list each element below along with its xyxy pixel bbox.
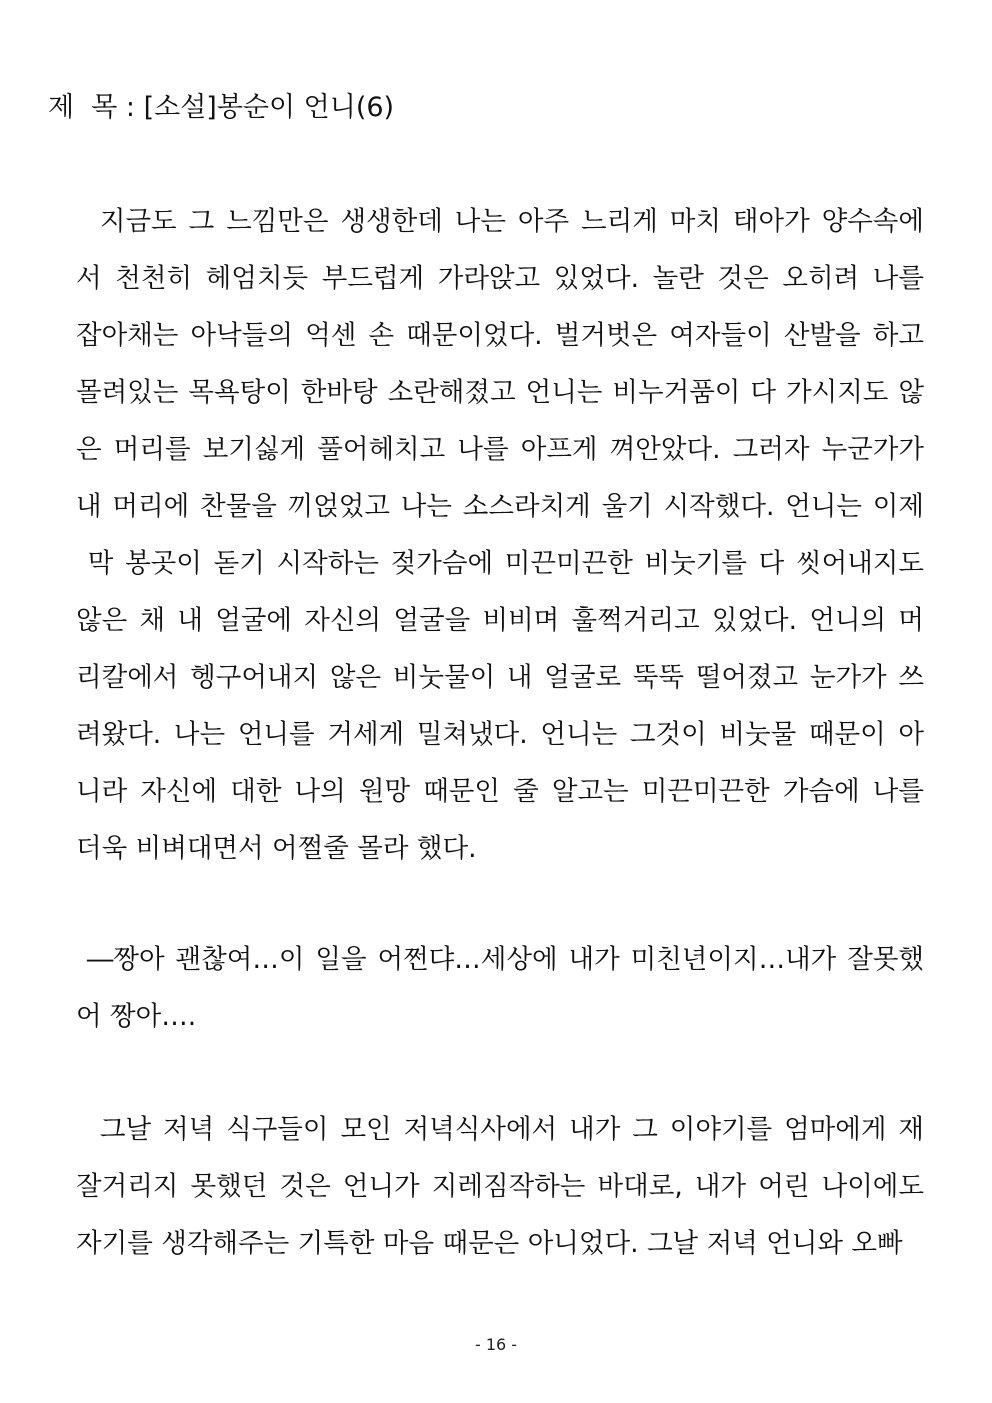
text-line: 그날 저녁 식구들이 모인 저녁식사에서 내가 그 이야기를 엄마에게 재 (76, 1114, 924, 1145)
text-line: 몰려있는 목욕탕이 한바탕 소란해졌고 언니는 비누거품이 다 가시지도 않 (76, 377, 924, 408)
text-line: 니라 자신에 대한 나의 원망 때문인 줄 알고는 미끈미끈한 가슴에 나를 (76, 776, 924, 807)
text-line: 지금도 그 느낌만은 생생한데 나는 아주 느리게 마치 태아가 양수속에 (76, 206, 924, 237)
text-line: 은 머리를 보기싫게 풀어헤치고 나를 아프게 껴안았다. 그러자 누군가가 (76, 434, 924, 465)
text-line: 서 천천히 헤엄치듯 부드럽게 가라앉고 있었다. 놀란 것은 오히려 나를 (76, 263, 924, 294)
text-line: 리칼에서 헹구어내지 않은 비눗물이 내 얼굴로 뚝뚝 떨어졌고 눈가가 쓰 (76, 662, 924, 693)
text-line: 막 봉곳이 돋기 시작하는 젖가슴에 미끈미끈한 비눗기를 다 씻어내지도 (76, 548, 924, 579)
text-line: 않은 채 내 얼굴에 자신의 얼굴을 비비며 훌쩍거리고 있었다. 언니의 머 (76, 605, 924, 636)
text-line: 잡아채는 아낙들의 억센 손 때문이었다. 벌거벗은 여자들이 산발을 하고 (76, 320, 924, 351)
document-title: 제 목 : [소설]봉순이 언니(6) (48, 92, 395, 123)
paragraph-1 (76, 193, 924, 877)
paragraph-2 (76, 931, 924, 1045)
text-line: 자기를 생각해주는 기특한 마음 때문은 아니었다. 그날 저녁 언니와 오빠 (76, 1228, 903, 1259)
text-line: 어 짱아…. (76, 1001, 197, 1032)
text-line: ―짱아 괜찮여…이 일을 어쩐댜…세상에 내가 미친년이지…내가 잘못했 (76, 944, 924, 975)
page-number: - 16 - (474, 1335, 518, 1354)
text-line: 려왔다. 나는 언니를 거세게 밀쳐냈다. 언니는 그것이 비눗물 때문이 아 (76, 719, 924, 750)
text-line: 잘거리지 못했던 것은 언니가 지레짐작하는 바대로, 내가 어린 나이에도 (76, 1171, 924, 1202)
paragraph-3 (76, 1101, 924, 1272)
text-line: 더욱 비벼대면서 어쩔줄 몰라 했다. (76, 833, 477, 864)
text-line: 내 머리에 찬물을 끼얹었고 나는 소스라치게 울기 시작했다. 언니는 이제 (76, 491, 924, 522)
